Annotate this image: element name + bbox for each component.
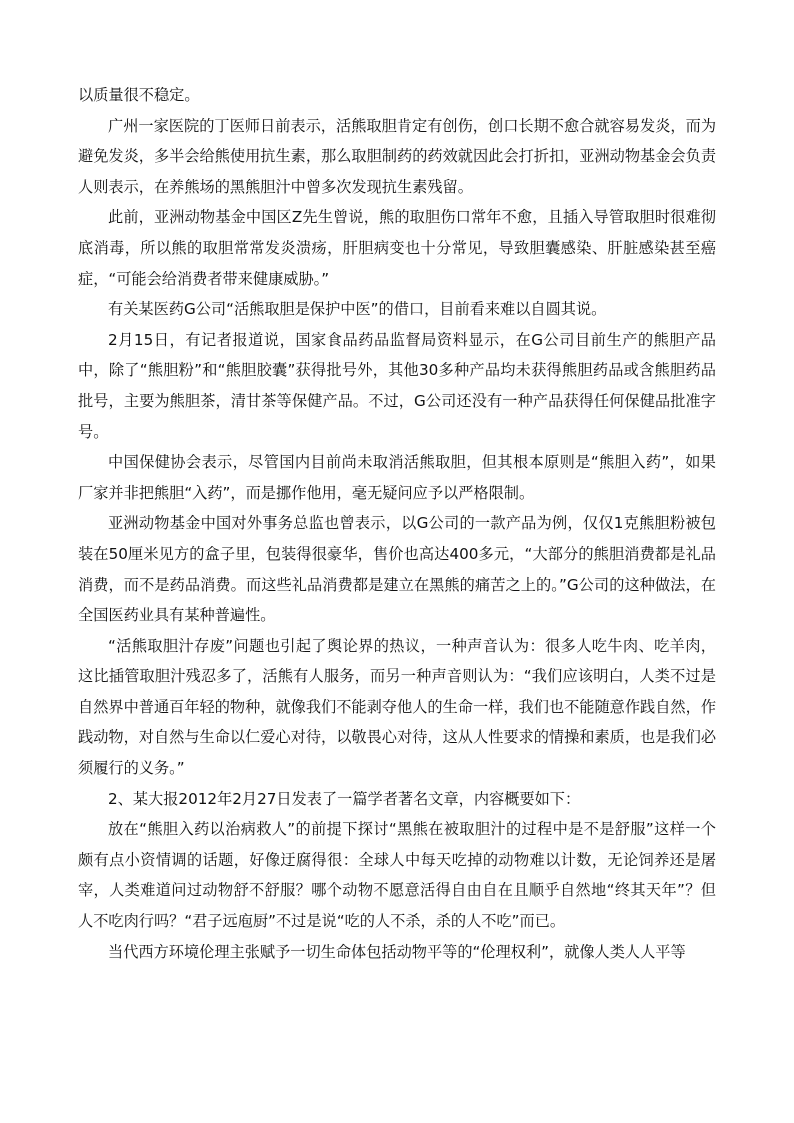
paragraph: 广州一家医院的丁医师日前表示，活熊取胆肯定有创伤，创口长期不愈合就容易发炎，而为避免发炎，多半会给熊使用抗生素，那么取胆制药的药效就因此会打折扣，亚洲动物基金会负责人则表示，在养熊场的黑熊胆汁中曾多次发现抗生素残留。 <box>78 116 716 196</box>
paragraph: 亚洲动物基金中国对外事务总监也曾表示，以G公司的一款产品为例，仅仅1克熊胆粉被包装在50厘米见方的盒子里，包装得很豪华，售价也高达400多元，“大部分的熊胆消费都是礼品消费，而不是药品消费。而这些礼品消费都是建立在黑熊的痛苦之上的。”G公司的这种做法，在全国医药业具有某种普遍性。 <box>78 514 716 625</box>
paragraph: 以质量很不稳定。 <box>78 86 200 104</box>
paragraph: 中国保健协会表示，尽管国内目前尚未取消活熊取胆，但其根本原则是“熊胆入药”，如果厂家并非把熊胆“入药”，而是挪作他用，毫无疑问应予以严格限制。 <box>78 453 716 502</box>
paragraph: “活熊取胆汁存废”问题也引起了舆论界的热议，一种声音认为：很多人吃牛肉、吃羊肉，这比插管取胆汁残忍多了，活熊有人服务，而另一种声音则认为：“我们应该明白，人类不过是自然界中普通百年轻的物种，就像我们不能剥夺他人的生命一样，我们也不能随意作践自然，作践动物，对自然与生命以仁爱心对待，以敬畏心对待，这从人性要求的情操和素质，也是我们必须履行的义务。” <box>78 636 716 778</box>
article-body <box>78 80 716 967</box>
paragraph: 2月15日，有记者报道说，国家食品药品监督局资料显示，在G公司目前生产的熊胆产品中，除了“熊胆粉”和“熊胆胶囊”获得批号外，其他30多种产品均未获得熊胆药品或含熊胆药品批号，主要为熊胆茶，清甘茶等保健产品。不过，G公司还没有一种产品获得任何保健品批准字号。 <box>78 330 716 441</box>
paragraph: 2、某大报2012年2月27日发表了一篇学者著名文章，内容概要如下： <box>108 789 581 808</box>
paragraph: 此前，亚洲动物基金中国区Z先生曾说，熊的取胆伤口常年不愈，且插入导管取胆时很难彻底消毒，所以熊的取胆常常发炎溃疡，肝胆病变也十分常见，导致胆囊感染、肝脏感染甚至癌症，“可能会给消费者带来健康威胁。” <box>78 208 716 288</box>
paragraph: 有关某医药G公司“活熊取胆是保护中医”的借口，目前看来难以自圆其说。 <box>108 300 607 319</box>
paragraph: 当代西方环境伦理主张赋予一切生命体包括动物平等的“伦理权利”，就像人类人人平等 <box>108 942 686 961</box>
paragraph: 放在“熊胆入药以治病救人”的前提下探讨“黑熊在被取胆汁的过程中是不是舒服”这样一个颇有点小资情调的话题，好像迂腐得很：全球人中每天吃掉的动物难以计数，无论饲养还是屠宰，人类难道问过动物舒不舒服？哪个动物不愿意活得自由自在且顺乎自然地“终其天年”？但人不吃肉行吗？“君子远庖厨”不过是说“吃的人不杀，杀的人不吃”而已。 <box>78 820 716 931</box>
